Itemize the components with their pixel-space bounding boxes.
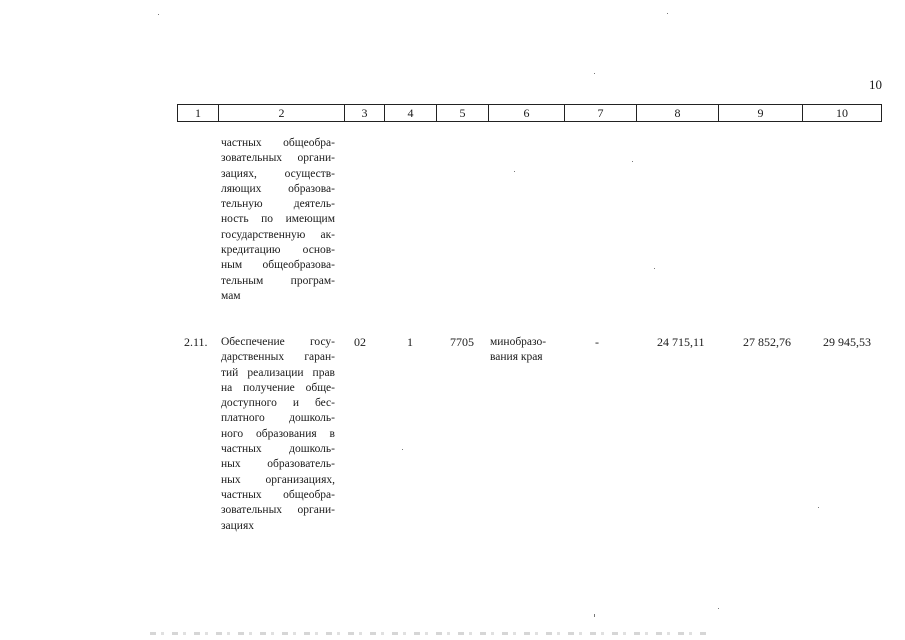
header-cell-6: 6: [488, 105, 564, 121]
continuation-description: [221, 136, 335, 304]
text-line: тий реализации прав: [221, 366, 335, 379]
header-cell-10: 10: [802, 105, 881, 121]
text-line: Обеспечение госу-: [221, 336, 335, 348]
text-line: тельную деятель-: [221, 198, 335, 211]
cell-col9: 27 852,76: [743, 335, 791, 349]
text-line: ного образования в: [221, 427, 335, 440]
text-line: кредитацию основ-: [221, 244, 335, 257]
text-line: зовательных органи-: [221, 152, 335, 165]
text-line: на получение обще-: [221, 381, 335, 394]
header-cell-3: 3: [344, 105, 384, 121]
scan-speck: [594, 73, 595, 74]
scan-speck: [402, 449, 403, 450]
text-line: тельным програм-: [221, 274, 335, 287]
page-number: 10: [869, 77, 882, 92]
header-cell-8: 8: [636, 105, 718, 121]
header-cell-7: 7: [564, 105, 636, 121]
text-line: ных образователь-: [221, 458, 335, 471]
text-line: зациях, осуществ-: [221, 167, 335, 180]
text-line: минобразо-: [490, 336, 547, 348]
scan-speck: [514, 171, 515, 172]
text-line: частных общеобра-: [221, 488, 335, 501]
text-line: ляющих образова-: [221, 182, 335, 195]
text-line: частных дошколь-: [221, 443, 335, 456]
table-header-row: [177, 104, 882, 122]
scan-speck: [818, 507, 819, 508]
header-cell-9: 9: [718, 105, 802, 121]
scan-speck: [632, 161, 633, 162]
scan-edge-noise: [150, 632, 710, 635]
cell-col6: [490, 335, 546, 366]
cell-col10: 29 945,53: [823, 335, 871, 349]
scan-speck: [158, 14, 159, 15]
scan-speck: [654, 268, 655, 269]
text-line: государственную ак-: [221, 228, 335, 241]
text-line: доступного и бес-: [221, 397, 335, 410]
scan-speck: [718, 608, 719, 609]
cell-col3: 02: [354, 335, 366, 349]
header-cell-5: 5: [436, 105, 488, 121]
header-cell-1: 1: [195, 106, 201, 120]
text-line: ным общеобразова-: [221, 259, 335, 272]
row-number: 2.11.: [184, 335, 208, 349]
cell-col4: 1: [407, 335, 413, 349]
cell-col5: 7705: [450, 335, 474, 349]
text-line: платного дошколь-: [221, 412, 335, 425]
text-line: ность по имеющим: [221, 213, 335, 226]
header-cell-4: 4: [384, 105, 436, 121]
text-line: зовательных органи-: [221, 504, 335, 517]
text-line: вания края: [490, 351, 543, 364]
scan-speck: [594, 614, 595, 617]
text-line: дарственных гаран-: [221, 351, 335, 364]
text-line: ных организациях,: [221, 473, 335, 486]
scan-speck: [667, 13, 668, 14]
header-cell-2: 2: [218, 105, 344, 121]
row-description: [221, 335, 335, 534]
text-line: частных общеобра-: [221, 137, 335, 149]
text-line: мам: [221, 289, 241, 302]
text-line: зациях: [221, 519, 254, 532]
cell-col8: 24 715,11: [657, 335, 705, 349]
cell-col7: -: [595, 335, 599, 349]
